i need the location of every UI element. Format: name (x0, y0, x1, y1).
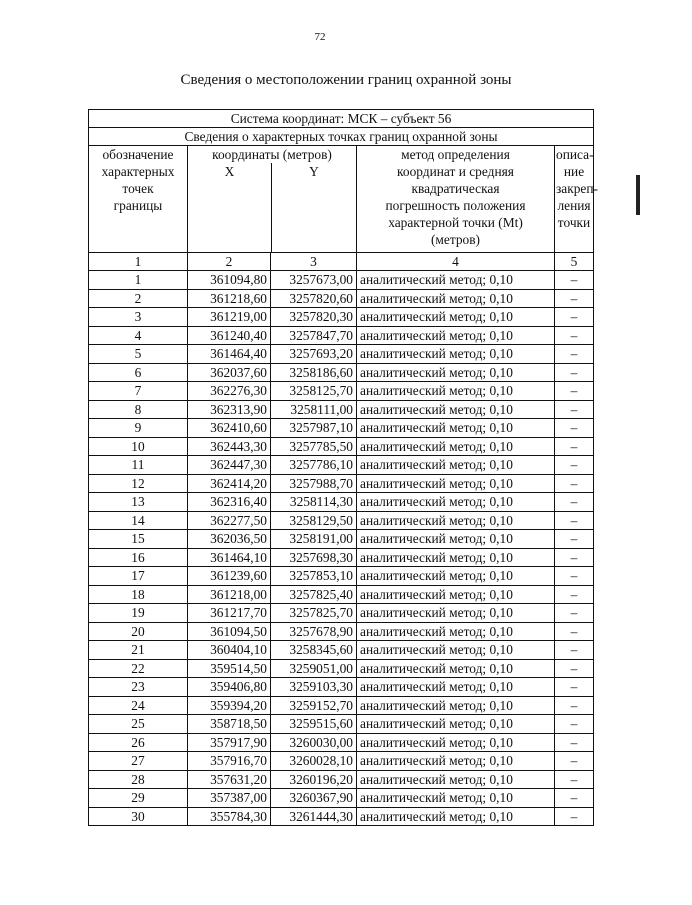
column-header-method-line: характерной точки (Mt) (388, 215, 523, 230)
column-header-description-line: ние (563, 164, 585, 179)
point-number-cell: 30 (89, 807, 188, 826)
table-row (89, 548, 594, 567)
description-cell: – (555, 400, 594, 419)
description-cell: – (555, 474, 594, 493)
x-coordinate-cell: 361217,70 (188, 604, 271, 623)
method-cell: аналитический метод; 0,10 (357, 456, 555, 475)
point-number-cell: 2 (89, 289, 188, 308)
scan-edge-mark (636, 175, 640, 215)
description-cell: – (555, 807, 594, 826)
description-cell: – (555, 271, 594, 290)
point-number-cell: 22 (89, 659, 188, 678)
point-number-cell: 20 (89, 622, 188, 641)
table-row (89, 789, 594, 808)
point-number-cell: 28 (89, 770, 188, 789)
description-cell: – (555, 511, 594, 530)
table-row (89, 437, 594, 456)
x-coordinate-cell: 361464,40 (188, 345, 271, 364)
point-number-cell: 16 (89, 548, 188, 567)
description-cell: – (555, 641, 594, 660)
point-number-cell: 24 (89, 696, 188, 715)
x-coordinate-cell: 355784,30 (188, 807, 271, 826)
column-number: 3 (271, 253, 357, 271)
point-number-cell: 1 (89, 271, 188, 290)
table-row (89, 696, 594, 715)
description-cell: – (555, 456, 594, 475)
point-number-cell: 18 (89, 585, 188, 604)
x-coordinate-cell: 362037,60 (188, 363, 271, 382)
description-cell: – (555, 733, 594, 752)
point-number-cell: 6 (89, 363, 188, 382)
table-row (89, 659, 594, 678)
method-cell: аналитический метод; 0,10 (357, 715, 555, 734)
y-coordinate-cell: 3259103,30 (271, 678, 357, 697)
description-cell: – (555, 289, 594, 308)
column-header-description-line: ления (557, 198, 591, 213)
x-coordinate-cell: 359394,20 (188, 696, 271, 715)
column-header-point-line: характерных (101, 164, 175, 179)
y-coordinate-cell: 3258191,00 (271, 530, 357, 549)
x-coordinate-cell: 362277,50 (188, 511, 271, 530)
method-cell: аналитический метод; 0,10 (357, 807, 555, 826)
column-header-method-line: (метров) (430, 232, 481, 247)
y-coordinate-cell: 3261444,30 (271, 807, 357, 826)
x-coordinate-cell: 357917,90 (188, 733, 271, 752)
column-number: 5 (555, 253, 594, 271)
y-coordinate-cell: 3258125,70 (271, 382, 357, 401)
y-coordinate-cell: 3260367,90 (271, 789, 357, 808)
description-cell: – (555, 678, 594, 697)
y-coordinate-cell: 3257698,30 (271, 548, 357, 567)
y-coordinate-cell: 3258111,00 (271, 400, 357, 419)
x-coordinate-cell: 360404,10 (188, 641, 271, 660)
x-coordinate-cell: 361464,10 (188, 548, 271, 567)
point-number-cell: 27 (89, 752, 188, 771)
x-coordinate-cell: 362443,30 (188, 437, 271, 456)
point-number-cell: 4 (89, 326, 188, 345)
y-coordinate-cell: 3257988,70 (271, 474, 357, 493)
table-row (89, 567, 594, 586)
description-cell: – (555, 789, 594, 808)
column-header-description (555, 146, 599, 253)
description-cell: – (555, 530, 594, 549)
method-cell: аналитический метод; 0,10 (357, 604, 555, 623)
coordinate-system-header: Система координат: МСК – субъект 56 (89, 110, 594, 128)
description-cell: – (555, 585, 594, 604)
method-cell: аналитический метод; 0,10 (357, 419, 555, 438)
description-cell: – (555, 419, 594, 438)
boundary-points-table (88, 109, 599, 826)
x-coordinate-cell: 361094,50 (188, 622, 271, 641)
point-number-cell: 9 (89, 419, 188, 438)
table-row (89, 345, 594, 364)
table-row (89, 474, 594, 493)
y-coordinate-cell: 3259051,00 (271, 659, 357, 678)
x-coordinate-cell: 359514,50 (188, 659, 271, 678)
description-cell: – (555, 363, 594, 382)
y-coordinate-cell: 3258129,50 (271, 511, 357, 530)
table-row (89, 807, 594, 826)
column-number: 2 (188, 253, 271, 271)
point-number-cell: 13 (89, 493, 188, 512)
point-number-cell: 25 (89, 715, 188, 734)
method-cell: аналитический метод; 0,10 (357, 696, 555, 715)
column-header-point-line: точек (122, 181, 154, 196)
y-coordinate-cell: 3257853,10 (271, 567, 357, 586)
x-coordinate-cell: 362313,90 (188, 400, 271, 419)
point-number-cell: 23 (89, 678, 188, 697)
column-header-method-line: квадратическая (411, 181, 500, 196)
method-cell: аналитический метод; 0,10 (357, 752, 555, 771)
table-row (89, 752, 594, 771)
column-header-description-line: точки (557, 215, 591, 230)
point-number-cell: 8 (89, 400, 188, 419)
description-cell: – (555, 696, 594, 715)
column-number: 1 (89, 253, 188, 271)
method-cell: аналитический метод; 0,10 (357, 345, 555, 364)
table-row (89, 456, 594, 475)
method-cell: аналитический метод; 0,10 (357, 622, 555, 641)
y-coordinate-cell: 3257825,70 (271, 604, 357, 623)
x-coordinate-cell: 361218,00 (188, 585, 271, 604)
table-row (89, 419, 594, 438)
table-row (89, 271, 594, 290)
point-number-cell: 19 (89, 604, 188, 623)
y-coordinate-cell: 3257820,60 (271, 289, 357, 308)
y-coordinate-cell: 3257693,20 (271, 345, 357, 364)
point-number-cell: 12 (89, 474, 188, 493)
y-coordinate-cell: 3259515,60 (271, 715, 357, 734)
table-row (89, 493, 594, 512)
point-number-cell: 3 (89, 308, 188, 327)
method-cell: аналитический метод; 0,10 (357, 770, 555, 789)
column-number: 4 (357, 253, 555, 271)
column-header-point-line: обозначение (102, 147, 174, 162)
table-row (89, 641, 594, 660)
column-header-method (357, 146, 555, 253)
x-coordinate-cell: 361218,60 (188, 289, 271, 308)
description-cell: – (555, 345, 594, 364)
column-header-description-line: закреп- (556, 181, 599, 196)
y-coordinate-cell: 3257785,50 (271, 437, 357, 456)
description-cell: – (555, 770, 594, 789)
y-coordinate-cell: 3257987,10 (271, 419, 357, 438)
column-header-method-line: погрешность положения (385, 198, 526, 213)
coordinates-label: координаты (метров) (212, 147, 332, 162)
column-header-y: Y (309, 164, 319, 179)
table-row (89, 715, 594, 734)
description-cell: – (555, 437, 594, 456)
point-number-cell: 15 (89, 530, 188, 549)
description-cell: – (555, 715, 594, 734)
method-cell: аналитический метод; 0,10 (357, 289, 555, 308)
y-coordinate-cell: 3257847,70 (271, 326, 357, 345)
x-coordinate-cell: 358718,50 (188, 715, 271, 734)
column-header-point-line: границы (113, 198, 163, 213)
y-coordinate-cell: 3260028,10 (271, 752, 357, 771)
method-cell: аналитический метод; 0,10 (357, 789, 555, 808)
x-coordinate-cell: 362276,30 (188, 382, 271, 401)
method-cell: аналитический метод; 0,10 (357, 733, 555, 752)
point-number-cell: 10 (89, 437, 188, 456)
column-header-coordinates (188, 146, 357, 253)
table-row (89, 622, 594, 641)
column-header-x: X (188, 163, 272, 252)
point-number-cell: 26 (89, 733, 188, 752)
description-cell: – (555, 326, 594, 345)
boundary-points-header: Сведения о характерных точках границ охранной зоны (89, 128, 594, 146)
page-number: 72 (314, 31, 326, 43)
x-coordinate-cell: 362410,60 (188, 419, 271, 438)
method-cell: аналитический метод; 0,10 (357, 659, 555, 678)
method-cell: аналитический метод; 0,10 (357, 308, 555, 327)
description-cell: – (555, 493, 594, 512)
y-coordinate-cell: 3257673,00 (271, 271, 357, 290)
y-coordinate-cell: 3260030,00 (271, 733, 357, 752)
description-cell: – (555, 548, 594, 567)
point-number-cell: 11 (89, 456, 188, 475)
method-cell: аналитический метод; 0,10 (357, 585, 555, 604)
table-row (89, 308, 594, 327)
x-coordinate-cell: 357631,20 (188, 770, 271, 789)
column-header-description-line: описа- (556, 147, 594, 162)
method-cell: аналитический метод; 0,10 (357, 511, 555, 530)
table-row (89, 326, 594, 345)
table-body (89, 271, 594, 826)
method-cell: аналитический метод; 0,10 (357, 400, 555, 419)
description-cell: – (555, 382, 594, 401)
x-coordinate-cell: 361219,00 (188, 308, 271, 327)
y-coordinate-cell: 3257786,10 (271, 456, 357, 475)
method-cell: аналитический метод; 0,10 (357, 271, 555, 290)
table-row (89, 511, 594, 530)
point-number-cell: 7 (89, 382, 188, 401)
y-coordinate-cell: 3260196,20 (271, 770, 357, 789)
x-coordinate-cell: 362414,20 (188, 474, 271, 493)
method-cell: аналитический метод; 0,10 (357, 567, 555, 586)
x-coordinate-cell: 361094,80 (188, 271, 271, 290)
column-header-point (89, 146, 188, 253)
description-cell: – (555, 567, 594, 586)
table-row (89, 604, 594, 623)
point-number-cell: 5 (89, 345, 188, 364)
y-coordinate-cell: 3258114,30 (271, 493, 357, 512)
method-cell: аналитический метод; 0,10 (357, 326, 555, 345)
point-number-cell: 29 (89, 789, 188, 808)
table-row (89, 678, 594, 697)
description-cell: – (555, 308, 594, 327)
column-header-method-line: метод определения (401, 147, 510, 162)
method-cell: аналитический метод; 0,10 (357, 437, 555, 456)
description-cell: – (555, 604, 594, 623)
method-cell: аналитический метод; 0,10 (357, 641, 555, 660)
point-number-cell: 17 (89, 567, 188, 586)
x-coordinate-cell: 361240,40 (188, 326, 271, 345)
method-cell: аналитический метод; 0,10 (357, 474, 555, 493)
table-row (89, 530, 594, 549)
method-cell: аналитический метод; 0,10 (357, 678, 555, 697)
table-row (89, 733, 594, 752)
table-row (89, 770, 594, 789)
column-header-method-line: координат и средняя (397, 164, 514, 179)
table-row (89, 363, 594, 382)
method-cell: аналитический метод; 0,10 (357, 382, 555, 401)
description-cell: – (555, 752, 594, 771)
table-row (89, 382, 594, 401)
table-row (89, 400, 594, 419)
y-coordinate-cell: 3259152,70 (271, 696, 357, 715)
table-row (89, 289, 594, 308)
x-coordinate-cell: 361239,60 (188, 567, 271, 586)
point-number-cell: 14 (89, 511, 188, 530)
y-coordinate-cell: 3257820,30 (271, 308, 357, 327)
document-title: Сведения о местоположении границ охранной зоны (180, 72, 512, 88)
description-cell: – (555, 659, 594, 678)
y-coordinate-cell: 3257825,40 (271, 585, 357, 604)
x-coordinate-cell: 362316,40 (188, 493, 271, 512)
method-cell: аналитический метод; 0,10 (357, 548, 555, 567)
y-coordinate-cell: 3258345,60 (271, 641, 357, 660)
y-coordinate-cell: 3258186,60 (271, 363, 357, 382)
x-coordinate-cell: 359406,80 (188, 678, 271, 697)
method-cell: аналитический метод; 0,10 (357, 493, 555, 512)
table-row (89, 585, 594, 604)
method-cell: аналитический метод; 0,10 (357, 530, 555, 549)
description-cell: – (555, 622, 594, 641)
column-number-row (89, 253, 594, 271)
method-cell: аналитический метод; 0,10 (357, 363, 555, 382)
x-coordinate-cell: 357916,70 (188, 752, 271, 771)
x-coordinate-cell: 357387,00 (188, 789, 271, 808)
x-coordinate-cell: 362036,50 (188, 530, 271, 549)
x-coordinate-cell: 362447,30 (188, 456, 271, 475)
y-coordinate-cell: 3257678,90 (271, 622, 357, 641)
point-number-cell: 21 (89, 641, 188, 660)
